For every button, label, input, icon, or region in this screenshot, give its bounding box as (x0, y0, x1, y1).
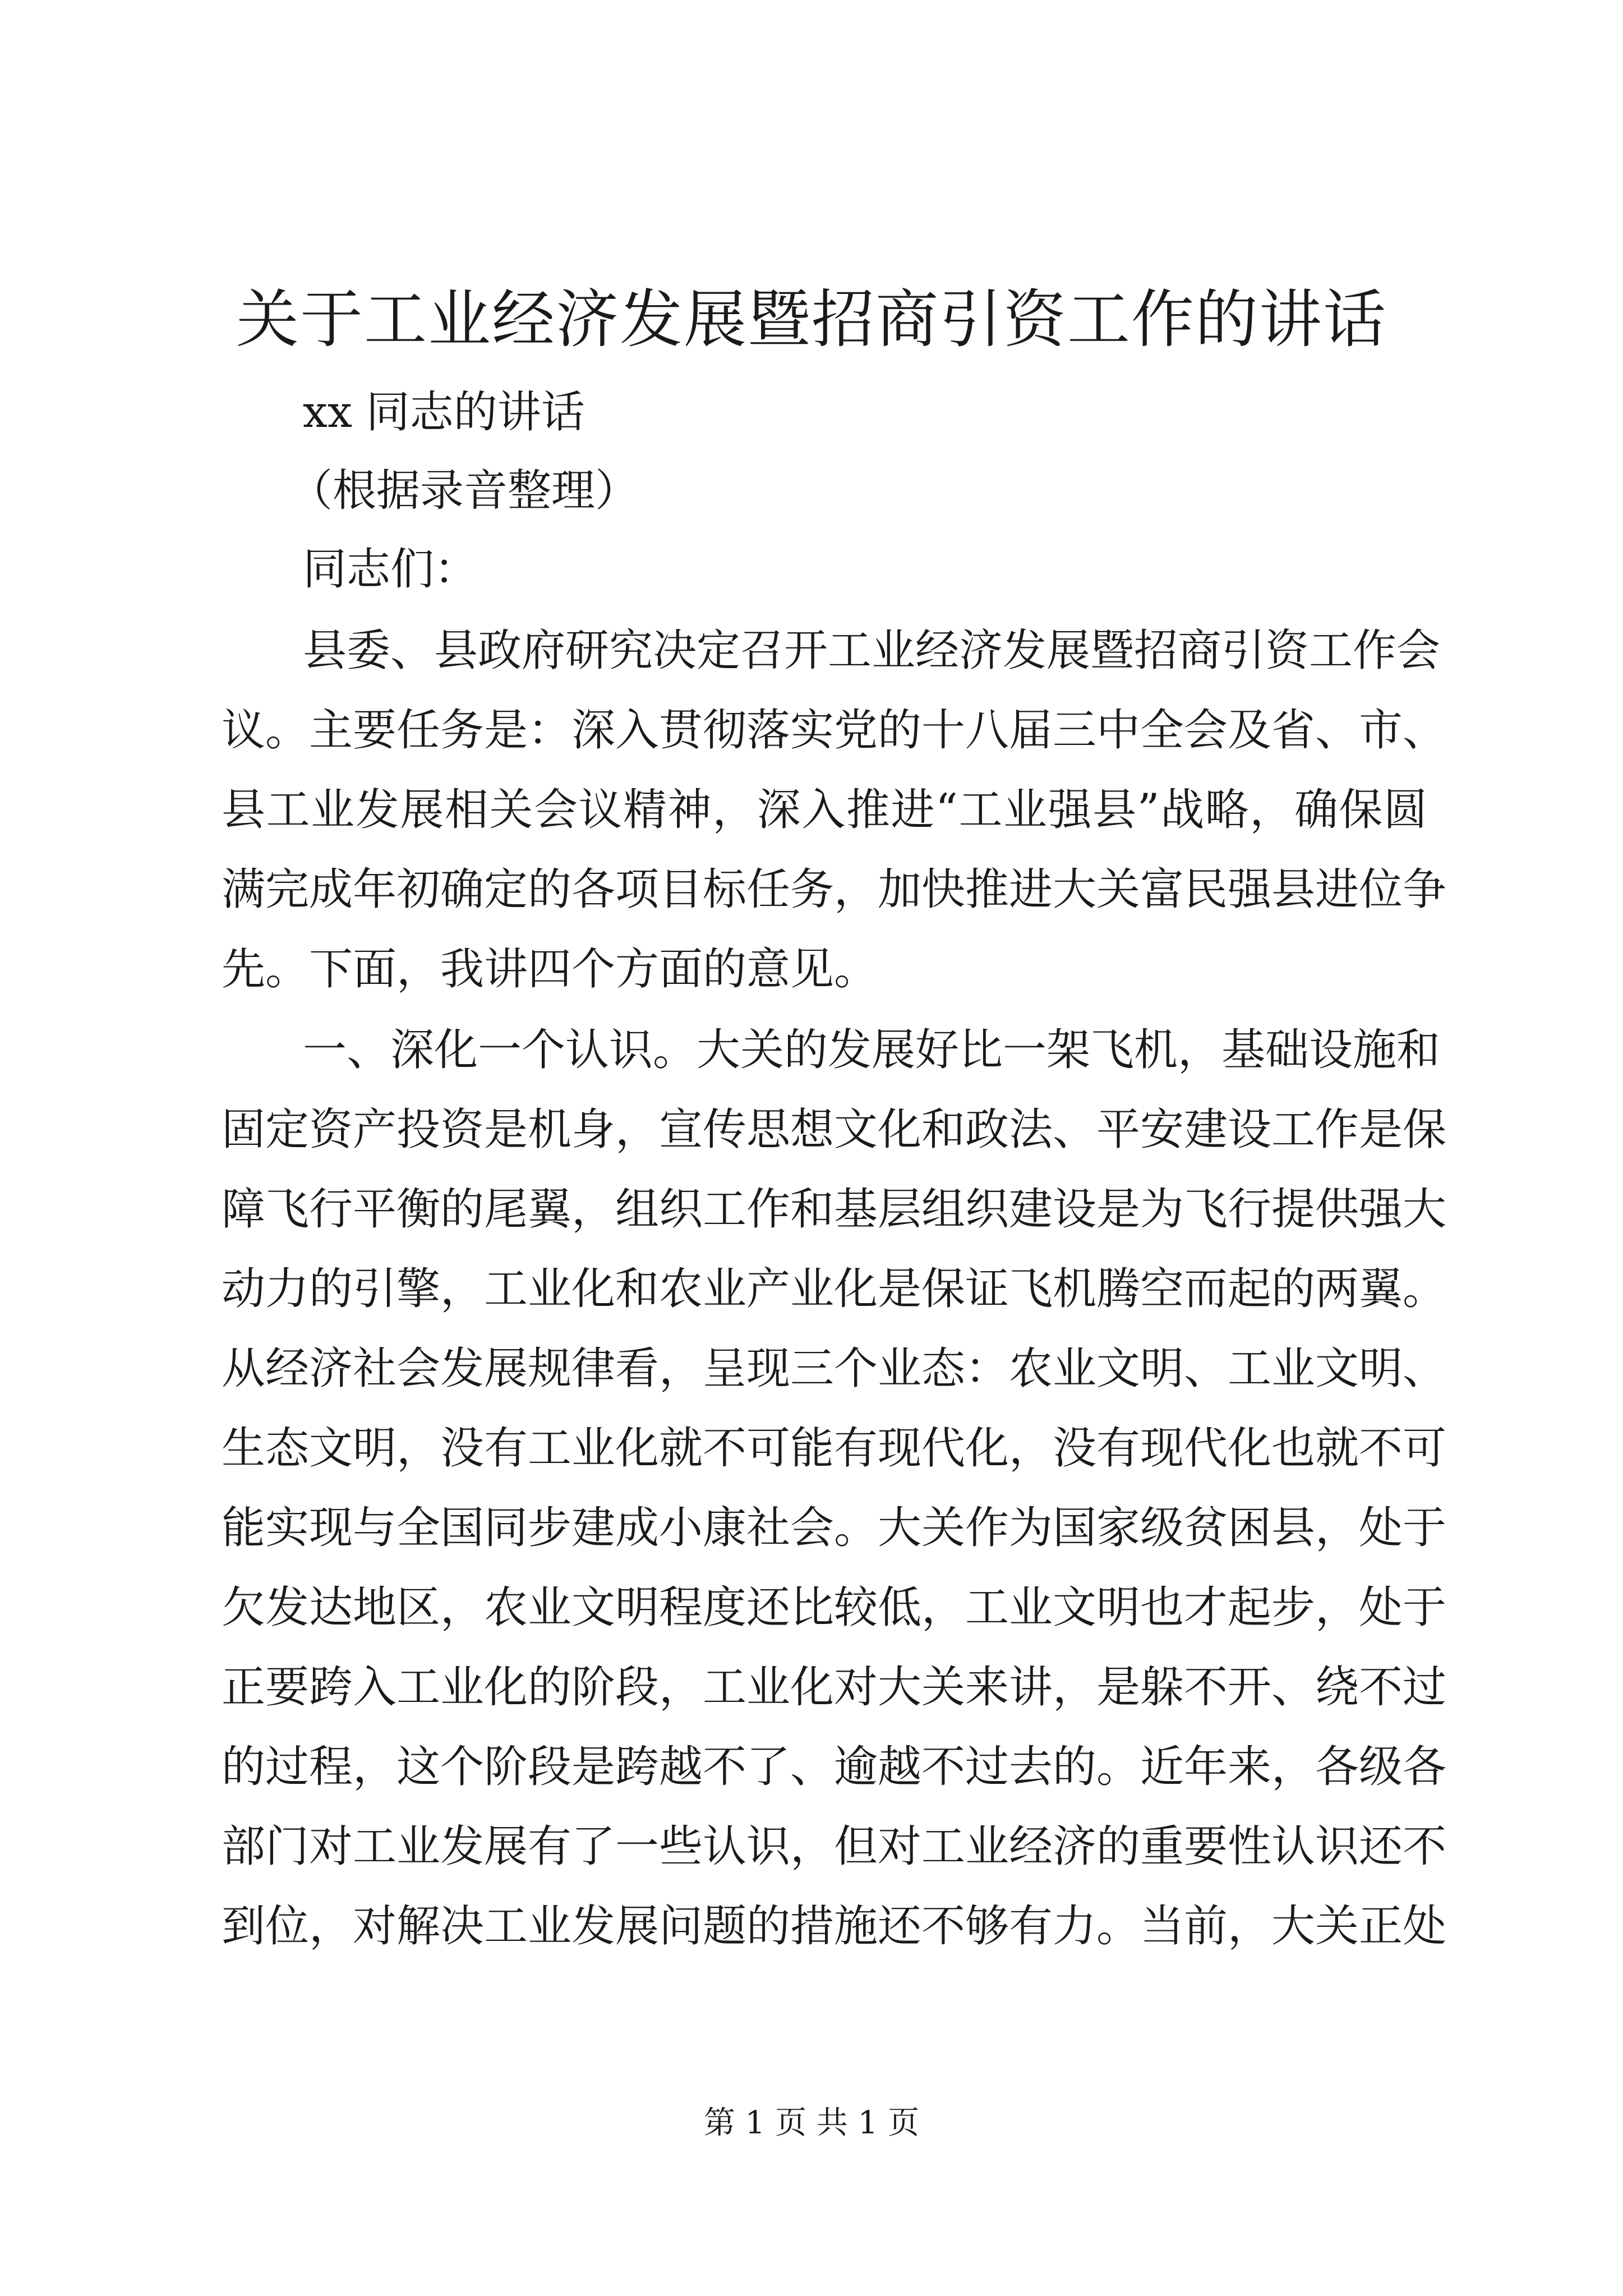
paragraph-line: 先。下面，我讲四个方面的意见。 (222, 944, 878, 995)
paragraph-line: 的过程，这个阶段是跨越不了、逾越不过去的。近年来，各级各 (222, 1742, 1447, 1792)
salutation: 同志们： (303, 544, 478, 595)
page-footer: 第 1 页 共 1 页 (703, 2105, 920, 2141)
paragraph-line: 议。主要任务是：深入贯彻落实党的十八届三中全会及省、市、 (222, 705, 1447, 756)
paragraph-line: 动力的引擎，工业化和农业产业化是保证飞机腾空而起的两翼。 (222, 1264, 1447, 1314)
paragraph-line: 到位，对解决工业发展问题的措施还不够有力。当前，大关正处 (222, 1901, 1447, 1952)
paragraph-line: 一、深化一个认识。大关的发展好比一架飞机，基础设施和 (303, 1025, 1441, 1075)
paragraph-line: 从经济社会发展规律看，呈现三个业态：农业文明、工业文明、 (222, 1343, 1447, 1394)
paragraph-line: 满完成年初确定的各项目标任务，加快推进大关富民强县进位争 (222, 864, 1447, 915)
document-title: 关于工业经济发展暨招商引资工作的讲话 (236, 283, 1387, 356)
paragraph-line: 障飞行平衡的尾翼，组织工作和基层组织建设是为飞行提供强大 (222, 1184, 1447, 1235)
note-line: （根据录音整理） (289, 466, 639, 516)
paragraph-line: 县工业发展相关会议精神，深入推进“工业强县”战略，确保圆 (222, 785, 1427, 835)
paragraph-line: 生态文明，没有工业化就不可能有现代化，没有现代化也就不可 (222, 1423, 1447, 1474)
paragraph-line: 欠发达地区，农业文明程度还比较低，工业文明也才起步，处于 (222, 1582, 1447, 1633)
paragraph-line: 能实现与全国同步建成小康社会。大关作为国家级贫困县，处于 (222, 1503, 1447, 1553)
speaker-line: xx 同志的讲话 (303, 387, 585, 438)
paragraph-line: 部门对工业发展有了一些认识，但对工业经济的重要性认识还不 (222, 1821, 1447, 1872)
paragraph-line: 正要跨入工业化的阶段，工业化对大关来讲，是躲不开、绕不过 (222, 1662, 1447, 1713)
paragraph-line: 县委、县政府研究决定召开工业经济发展暨招商引资工作会 (303, 625, 1441, 676)
paragraph-line: 固定资产投资是机身，宣传思想文化和政法、平安建设工作是保 (222, 1105, 1447, 1155)
